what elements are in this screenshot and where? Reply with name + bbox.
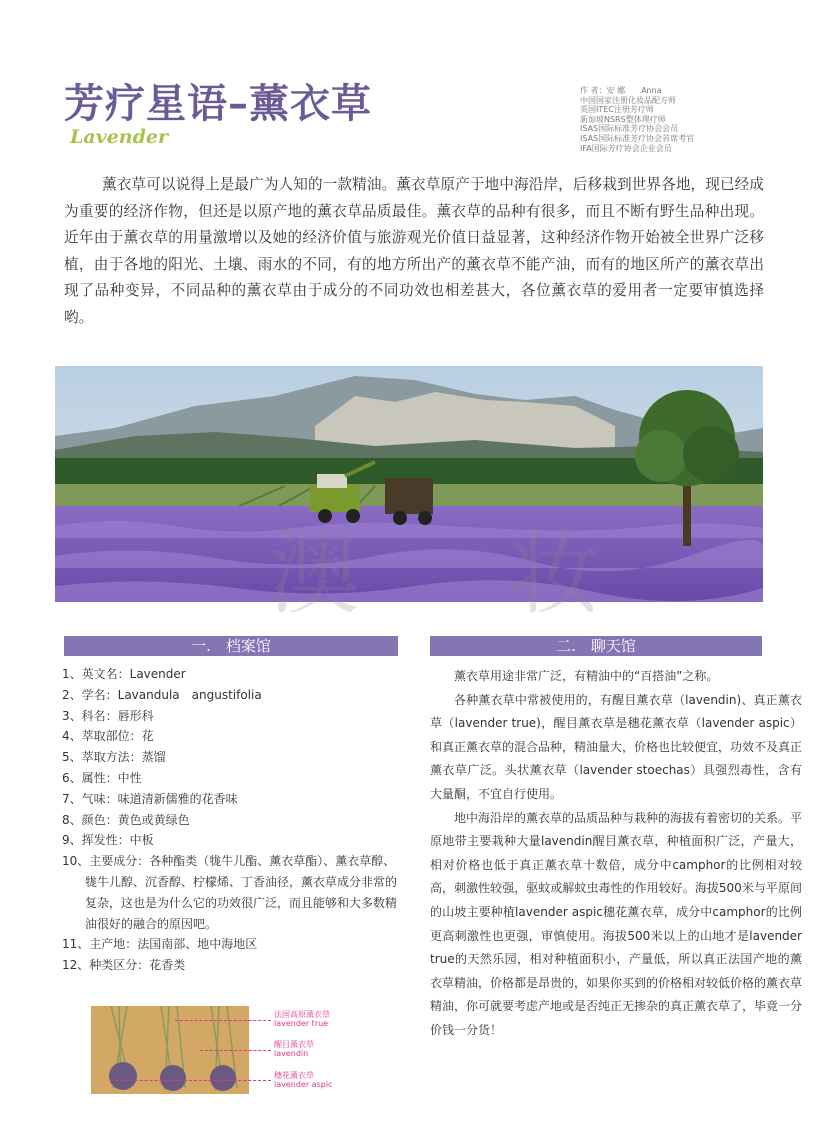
callout-cn: 醒目薰衣草	[274, 1040, 314, 1049]
author-credits	[580, 86, 694, 153]
callout-en: lavender true	[274, 1019, 329, 1028]
intro-paragraph: 薰衣草可以说得上是最广为人知的一款精油。薰衣草原产于地中海沿岸，后移栽到世界各地，现已经成为重要的经济作物，但还是以原产地的薰衣草品质最佳。薰衣草的品种有很多，而且不断有野生品种出现。近年由于薰衣草的用量激增以及她的经济价值与旅游观光价值日益显著，这种经济作物开始被全世界广泛移植，由于各地的阳光、土壤、雨水的不同，有的地方所出产的薰衣草不能产油，而有的地区所产的薰衣草出现了品种变异，不同品种的薰衣草由于成分的不同功效也相差甚大，各位薰衣草的爱用者一定要审慎选择哟。	[64, 176, 764, 326]
list-item: 12、种类区分：花香类	[62, 958, 186, 973]
credit-line: 中国国家注册化妆品配方师	[580, 95, 676, 105]
list-item: 7、气味：味道清新儒雅的花香味	[62, 791, 238, 806]
section-heading-chat: 二. 聊天馆	[430, 636, 762, 656]
callout-en: lavender aspic	[274, 1080, 333, 1089]
callout-line	[110, 1080, 271, 1081]
callout-line	[175, 1020, 271, 1021]
credit-line: ISAS国际标准芳疗协会会员	[580, 124, 679, 134]
credit-line: 英国ITEC注册芳疗师	[580, 105, 654, 115]
credit-line: IFA国际芳疗协会企业会员	[580, 143, 672, 153]
callout-en: lavendin	[274, 1049, 309, 1058]
credit-line: ISAS国际标准芳疗协会首席考官	[580, 133, 695, 143]
list-item: 6、属性：中性	[62, 770, 142, 785]
chat-section	[430, 665, 802, 1043]
callout-cn: 法国高原薰衣草	[274, 1010, 330, 1019]
chat-paragraph: 薰衣草用途非常广泛，有精油中的“百搭油”之称。	[454, 669, 719, 683]
list-item: 5、萃取方法：蒸馏	[62, 750, 166, 765]
list-item: 11、主产地：法国南部、地中海地区	[62, 937, 258, 952]
callout-lavendin	[274, 1040, 314, 1058]
credit-line: 作 者：安 娜 Anna	[580, 86, 662, 95]
chat-paragraph: 地中海沿岸的薰衣草的品质品种与栽种的海拔有着密切的关系。平原地带主要栽种大量lavendin醒目薰衣草，种植面积广泛，产量大，相对价格也低于真正薰衣草十数倍，成分中camphor的比例相对较高，刺激性较强，驱蚊或解蚊虫毒性的作用较好。海拔500米与平原间的山坡主要种植lavender aspic穗花薰衣草，成分中camphor的比例更高刺激性也更强，审慎使用。海拔500米以上的山地才是lavender true的天然乐园，相对种植面积小，产量低，所以真正法国产地的薰衣草精油，价格都是昂贵的，如果你买到的价格相对较低价格的薰衣草精油，你可就要考虑产地或是否纯正无掺杂的真正薰衣草了，毕竟一分价钱一分货！	[430, 810, 803, 1037]
section-heading-archive: 一. 档案馆	[64, 636, 398, 656]
list-item: 8、颜色：黄色或黄绿色	[62, 812, 190, 827]
callout-cn: 穗花薰衣草	[274, 1071, 314, 1080]
page-subtitle: Lavender	[70, 126, 168, 148]
list-item: 2、学名：Lavandula angustifolia	[62, 687, 262, 702]
callout-lavender-aspic	[274, 1071, 332, 1089]
credit-line: 新加坡NSRS整体理疗师	[580, 114, 666, 124]
list-item: 4、萃取部位：花	[62, 729, 154, 744]
callout-line	[200, 1050, 271, 1051]
list-item: 9、挥发性：中板	[62, 833, 154, 848]
list-item: 10、主要成分：各种酯类（牻牛儿酯、薰衣草酯）、薰衣草醇、牻牛儿醇、沉香醇、柠檬烯、丁香油径，薰衣草成分非常的复杂，这也是为什么它的功效很广泛，而且能够和大多数精油很好的融合的原因吧。	[62, 854, 398, 931]
list-item: 3、科名：唇形科	[62, 708, 154, 723]
watermark: 澳 妆	[268, 520, 662, 627]
profile-list	[62, 664, 407, 976]
callout-lavender-true	[274, 1010, 330, 1028]
chat-paragraph: 各种薰衣草中常被使用的，有醒目薰衣草（lavendin)、真正薰衣草（lavender true)，醒目薰衣草是穗花薰衣草（lavender aspic）和真正薰衣草的混合品种，精油量大，价格也比较便宜，功效不及真正薰衣草广泛。头状薰衣草（lavender stoechas）具强烈毒性，含有大量酮，不宜自行使用。	[430, 692, 803, 801]
page-title: 芳疗星语–薰衣草	[64, 80, 372, 127]
list-item: 1、英文名：Lavender	[62, 667, 186, 681]
